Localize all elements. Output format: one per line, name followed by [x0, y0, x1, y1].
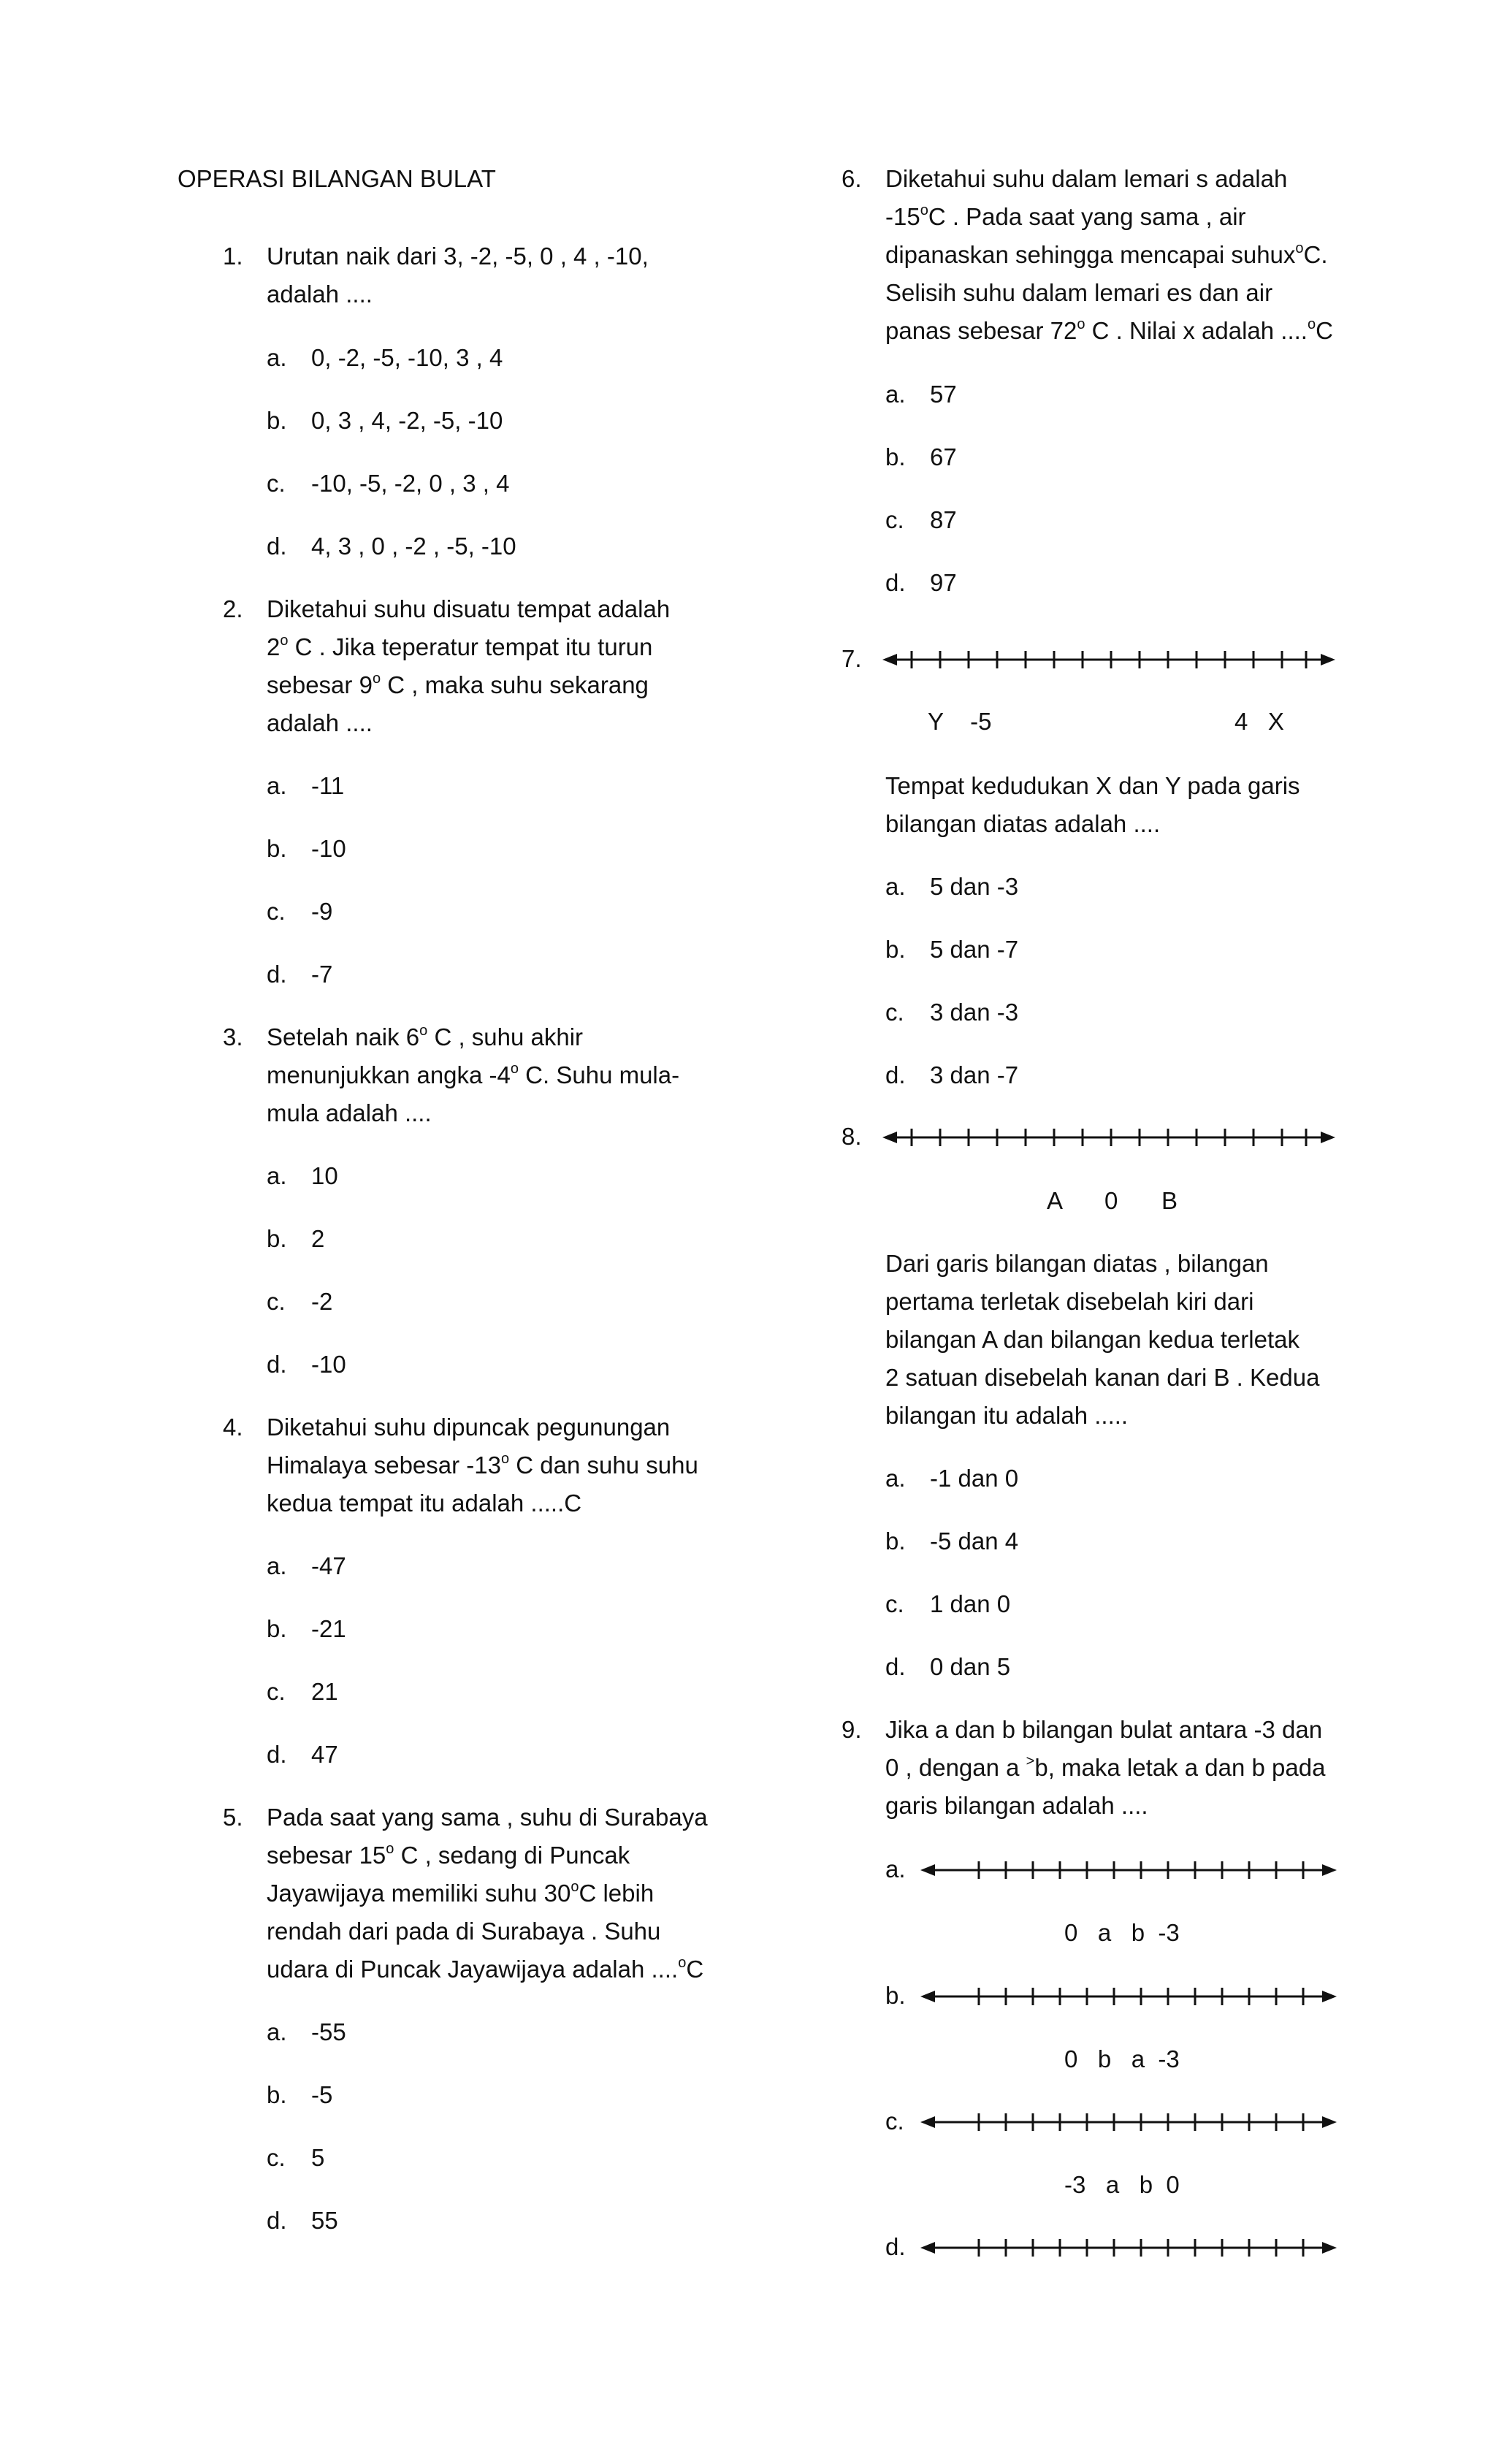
option-text: 5 dan -7 — [930, 936, 1019, 963]
option-letter: c. — [885, 1590, 904, 1617]
option-letter: b. — [267, 2081, 287, 2108]
option-text: 4, 3 , 0 , -2 , -5, -10 — [311, 533, 516, 560]
option-text: -7 — [311, 961, 333, 988]
option-letter: a. — [885, 1855, 906, 1883]
question-number: 4. — [223, 1414, 243, 1441]
question-text-line: sebesar 9$^o$ C , maka suhu sekarang — [267, 671, 649, 698]
option-text: -1 dan 0 — [930, 1465, 1019, 1492]
number-line — [920, 1982, 1337, 2011]
question-text-line: Jayawijaya memiliki suhu 30$^o$C lebih — [267, 1879, 654, 1907]
arrow-right-icon — [1322, 1864, 1337, 1876]
question-text-line: Diketahui suhu dipuncak pegunungan — [267, 1414, 671, 1441]
option-text: 97 — [930, 569, 957, 596]
question-text-line: bilangan A dan bilangan kedua terletak — [885, 1326, 1300, 1353]
option-text: -5 — [311, 2081, 333, 2108]
option-letter: d. — [267, 1741, 287, 1768]
option-letter: b. — [885, 1527, 906, 1555]
question-text-line: -15$^o$C . Pada saat yang sama , air — [885, 202, 1246, 230]
option-text: -10, -5, -2, 0 , 3 , 4 — [311, 470, 510, 497]
number-line — [920, 1855, 1337, 1885]
option-text: 2 — [311, 1225, 325, 1252]
option-text: 10 — [311, 1162, 338, 1189]
question-text-line: Selisih suhu dalam lemari es dan air — [885, 279, 1273, 306]
question-number: 7. — [842, 645, 862, 672]
question-text-line: udara di Puncak Jayawijaya adalah ....$^o$C — [267, 1955, 704, 1983]
question-number: 3. — [223, 1023, 243, 1050]
option-letter: b. — [267, 1615, 287, 1642]
option-letter: d. — [885, 569, 906, 596]
option-letter: d. — [267, 961, 287, 988]
number-line — [920, 2108, 1337, 2137]
option-letter: b. — [885, 936, 906, 963]
option-text: 47 — [311, 1741, 338, 1768]
option-letter: a. — [267, 772, 287, 799]
number-line-labels-left: Y -5 — [928, 708, 992, 735]
question-text-line: Urutan naik dari 3, -2, -5, 0 , 4 , -10, — [267, 243, 649, 270]
option-text: -47 — [311, 1552, 346, 1579]
option-letter: d. — [885, 1061, 906, 1088]
question-number: 8. — [842, 1123, 862, 1150]
option-text: 55 — [311, 2207, 338, 2234]
question-text-line: Tempat kedudukan X dan Y pada garis — [885, 772, 1300, 799]
option-text: 0, 3 , 4, -2, -5, -10 — [311, 407, 503, 434]
question-text-line: adalah .... — [267, 709, 373, 736]
number-line-label: A — [1047, 1187, 1064, 1214]
question-text-line: Diketahui suhu disuatu tempat adalah — [267, 595, 671, 622]
question-text-line: sebesar 15$^o$ C , sedang di Puncak — [267, 1841, 630, 1869]
option-letter: d. — [885, 2233, 906, 2260]
question-text-line: Diketahui suhu dalam lemari s adalah — [885, 165, 1288, 192]
option-letter: d. — [885, 1653, 906, 1680]
option-letter: a. — [267, 1162, 287, 1189]
option-text: 3 dan -3 — [930, 999, 1019, 1026]
question-text-line: Jika a dan b bilangan bulat antara -3 dan — [885, 1716, 1323, 1743]
option-text: -10 — [311, 1351, 346, 1378]
arrow-left-icon — [882, 1132, 897, 1143]
option-text: -11 — [311, 772, 345, 799]
question-text-line: adalah .... — [267, 281, 373, 308]
question-text-line: Himalaya sebesar -13$^o$ C dan suhu suhu — [267, 1451, 698, 1479]
question-number: 2. — [223, 595, 243, 622]
question-text-line: rendah dari pada di Surabaya . Suhu — [267, 1918, 661, 1945]
arrow-left-icon — [920, 1991, 935, 2002]
option-text: 1 dan 0 — [930, 1590, 1011, 1617]
arrow-right-icon — [1321, 654, 1335, 665]
option-letter: a. — [885, 381, 906, 408]
option-text: 0, -2, -5, -10, 3 , 4 — [311, 344, 503, 371]
page-title: OPERASI BILANGAN BULAT — [178, 165, 496, 192]
option-text: 21 — [311, 1678, 338, 1705]
question-number: 9. — [842, 1716, 862, 1743]
number-line-label: B — [1161, 1187, 1178, 1214]
question-text-line: Dari garis bilangan diatas , bilangan — [885, 1250, 1269, 1277]
number-line-labels: 0 a b -3 — [1064, 1919, 1180, 1946]
option-text: 5 dan -3 — [930, 873, 1019, 900]
question-text-line: 2 satuan disebelah kanan dari B . Kedua — [885, 1364, 1320, 1391]
option-text: -2 — [311, 1288, 333, 1315]
option-text: 3 dan -7 — [930, 1061, 1019, 1088]
question-text-line: mula adalah .... — [267, 1099, 432, 1126]
option-text: 57 — [930, 381, 957, 408]
arrow-right-icon — [1322, 1991, 1337, 2002]
option-text: -55 — [311, 2018, 346, 2045]
arrow-right-icon — [1322, 2242, 1337, 2254]
arrow-left-icon — [920, 2116, 935, 2128]
question-text-line: bilangan diatas adalah .... — [885, 810, 1161, 837]
question-text-line: bilangan itu adalah ..... — [885, 1402, 1129, 1429]
option-letter: b. — [885, 1982, 906, 2009]
option-letter: a. — [267, 2018, 287, 2045]
option-letter: c. — [267, 898, 286, 925]
option-letter: c. — [885, 999, 904, 1026]
question-text-line: panas sebesar 72$^o$ C . Nilai x adalah ....$^o$C — [885, 316, 1333, 344]
option-letter: d. — [267, 2207, 287, 2234]
option-letter: d. — [267, 533, 287, 560]
arrow-left-icon — [882, 654, 897, 665]
question-text-line: dipanaskan sehingga mencapai suhux$^o$C. — [885, 240, 1328, 268]
option-letter: a. — [267, 344, 287, 371]
number-line-label: 0 — [1104, 1187, 1118, 1214]
option-letter: c. — [885, 2108, 904, 2135]
option-letter: c. — [885, 506, 904, 533]
option-text: -10 — [311, 835, 346, 862]
number-line-labels: -3 a b 0 — [1064, 2171, 1180, 2198]
option-letter: c. — [267, 1288, 286, 1315]
question-number: 5. — [223, 1804, 243, 1831]
number-line-labels: 0 b a -3 — [1064, 2045, 1180, 2072]
number-line-labels-right: 4 X — [1234, 708, 1284, 735]
question-text-line: 0 , dengan a >b, maka letak a dan b pada — [885, 1753, 1326, 1781]
option-letter: c. — [267, 1678, 286, 1705]
question-text-line: 2$^o$ C . Jika teperatur tempat itu turun — [267, 633, 653, 660]
option-letter: c. — [267, 2144, 286, 2171]
question-text-line: Pada saat yang sama , suhu di Surabaya — [267, 1804, 708, 1831]
option-letter: b. — [267, 835, 287, 862]
option-letter: b. — [267, 407, 287, 434]
option-letter: b. — [885, 443, 906, 470]
question-text-line: garis bilangan adalah .... — [885, 1792, 1148, 1819]
question-text-line: Setelah naik 6$^o$ C , suhu akhir — [267, 1023, 584, 1050]
question-text-line: kedua tempat itu adalah .....C — [267, 1490, 582, 1517]
option-text: 5 — [311, 2144, 325, 2171]
option-text: 87 — [930, 506, 957, 533]
option-letter: c. — [267, 470, 286, 497]
option-text: -9 — [311, 898, 333, 925]
option-letter: a. — [267, 1552, 287, 1579]
number-line — [882, 645, 1335, 674]
option-text: -5 dan 4 — [930, 1527, 1019, 1555]
option-letter: a. — [885, 1465, 906, 1492]
option-text: 67 — [930, 443, 957, 470]
arrow-right-icon — [1321, 1132, 1335, 1143]
option-letter: a. — [885, 873, 906, 900]
question-text-line: pertama terletak disebelah kiri dari — [885, 1288, 1254, 1315]
number-line — [920, 2233, 1337, 2262]
option-text: -21 — [311, 1615, 346, 1642]
option-letter: b. — [267, 1225, 287, 1252]
option-letter: d. — [267, 1351, 287, 1378]
question-text-line: menunjukkan angka -4$^o$ C. Suhu mula- — [267, 1061, 680, 1088]
number-line — [882, 1123, 1335, 1152]
arrow-left-icon — [920, 2242, 935, 2254]
option-text: 0 dan 5 — [930, 1653, 1011, 1680]
question-number: 1. — [223, 243, 243, 270]
question-number: 6. — [842, 165, 862, 192]
arrow-right-icon — [1322, 2116, 1337, 2128]
arrow-left-icon — [920, 1864, 935, 1876]
